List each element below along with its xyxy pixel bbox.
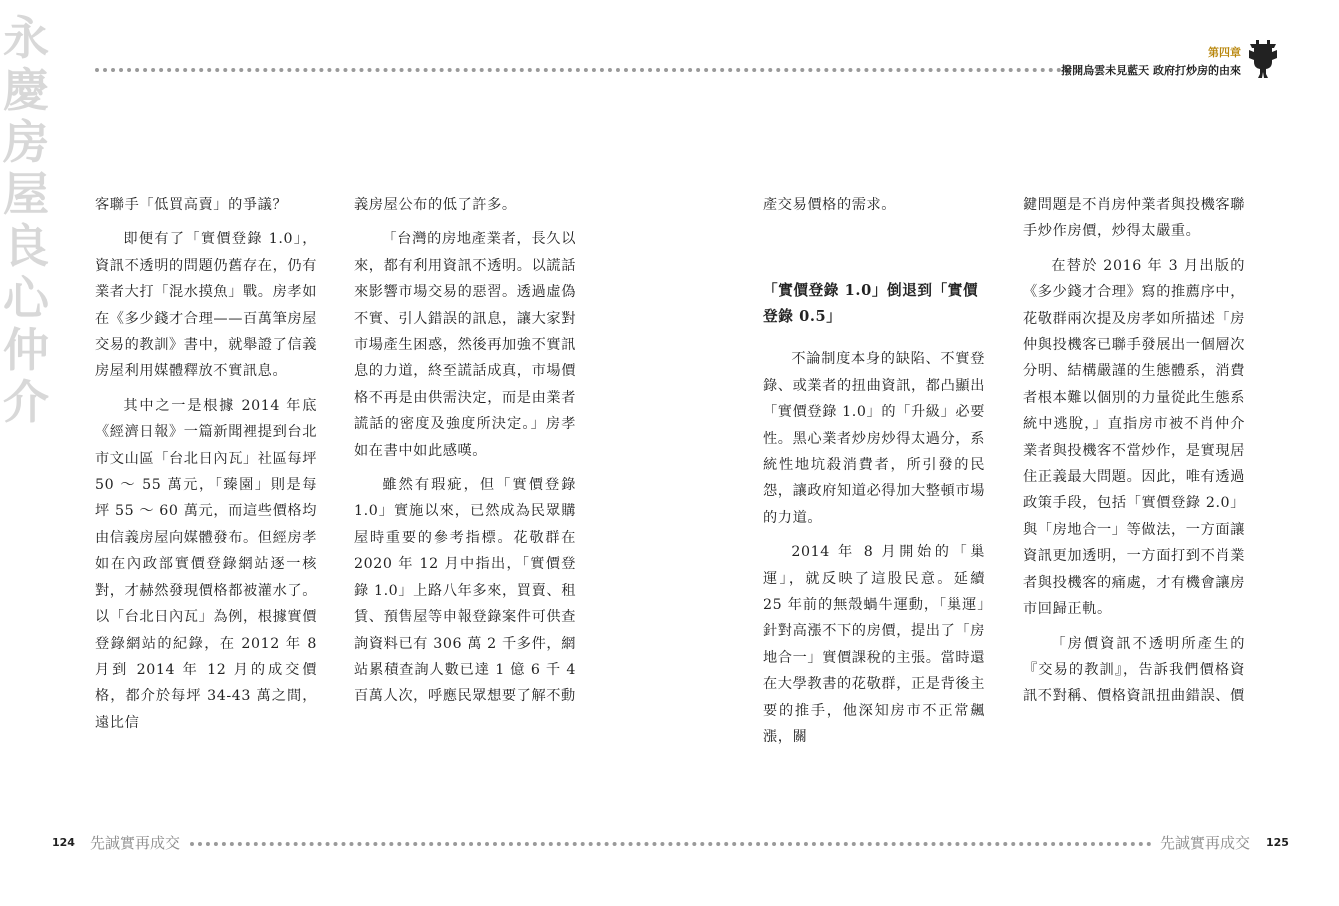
body-paragraph: 在替於 2016 年 3 月出版的《多少錢才合理》寫的推薦序中，花敬群兩次提及房孝如所描述「房仲與投機客已聯手發展出一個層次分明、結構嚴謹的生態體系，消費者根本難以個別的力量從此生態系統中逃脫，」直指房市被不肖仲介業者與投機客不當炒作，是實現居住正義最大問題。因此，唯有透過政策手段，包括「實價登錄 2.0」與「房地合一」等做法，一方面讓資訊更加透明，一方面打到不肖業者與投機客的痛處，才有機會讓房市回歸正軌。 bbox=[1023, 257, 1245, 618]
body-paragraph: 「台灣的房地產業者，長久以來，都有利用資訊不透明。以謊話來影響市場交易的惡習。透過虛偽不實、引人錯誤的訊息，讓大家對市場產生困惑，然後再加強不實訊息的力道，終至謊話成真，市場價格不再是由供需決定，而是由業者謊話的密度及強度所決定。」房孝如在書中如此感嘆。 bbox=[354, 231, 576, 459]
footer-title-right: 先誠實再成交 bbox=[1160, 834, 1251, 852]
header-rule bbox=[95, 68, 1070, 72]
text-column-3 bbox=[763, 192, 985, 751]
body-paragraph: 義房屋公布的低了許多。 bbox=[354, 197, 517, 213]
body-paragraph: 客聯手「低買高賣」的爭議？ bbox=[95, 197, 288, 213]
section-heading: 「實價登錄 1.0」倒退到「實價登錄 0.5」 bbox=[763, 282, 979, 326]
watermark-text: 永慶房屋 良心仲介 bbox=[3, 11, 49, 429]
body-paragraph: 2014 年 8 月開始的「巢運」，就反映了這股民意。延續 25 年前的無殼蝸牛運動，「巢運」針對高漲不下的房價，提出了「房地合一」實價課稅的主張。當時還在大學教書的花敬群，正是背後主要的推手，他深知房市不正常飆漲，關 bbox=[763, 544, 985, 746]
body-paragraph: 產交易價格的需求。 bbox=[763, 197, 897, 213]
footer-rule bbox=[190, 842, 1152, 846]
body-paragraph: 不論制度本身的缺陷、不實登錄、或業者的扭曲資訊，都凸顯出「實價登錄 1.0」的「升級」必要性。黑心業者炒房炒得太過分，系統性地坑殺消費者，所引發的民怨，讓政府知道必得加大整頓市場的力道。 bbox=[763, 351, 985, 526]
text-column-2 bbox=[354, 192, 576, 710]
body-paragraph: 「房價資訊不透明所產生的『交易的教訓』，告訴我們價格資訊不對稱、價格資訊扭曲錯誤、價 bbox=[1023, 635, 1245, 705]
page-number-left: 124 bbox=[52, 836, 75, 849]
bronze-vessel-icon bbox=[1248, 40, 1278, 80]
body-paragraph: 其中之一是根據 2014 年底《經濟日報》一篇新聞裡提到台北市文山區「台北日內瓦」社區每坪 50 ～ 55 萬元，「臻園」則是每坪 55 ～ 60 萬元，而這些價格均由信義房屋向媒體發布。但經房孝如在內政部實價登錄網站逐一核對，才赫然發現價格都被灌水了。以「台北日內瓦」為例，根據實價登錄網站的紀錄，在 2012 年 8 月到 2014 年 12 月的成交價格，都介於每坪 34-43 萬之間，遠比信 bbox=[95, 397, 317, 731]
body-paragraph: 鍵問題是不肖房仲業者與投機客聯手炒作房價，炒得太嚴重。 bbox=[1023, 197, 1245, 240]
body-paragraph: 雖然有瑕疵，但「實價登錄 1.0」實施以來，已然成為民眾購屋時重要的參考指標。花敬群在 2020 年 12 月中指出，「實價登錄 1.0」上路八年多來，買賣、租賃、預售屋等申報登錄案件可供查詢資料已有 306 萬 2 千多件，網站累積查詢人數已達 1 億 6 千 4 百萬人次，呼應民眾想要了解不動 bbox=[354, 477, 576, 705]
chapter-tag: 第四章 bbox=[1208, 46, 1241, 59]
page-number-right: 125 bbox=[1266, 836, 1289, 849]
body-paragraph: 即便有了「實價登錄 1.0」，資訊不透明的問題仍舊存在，仍有業者大打「混水摸魚」戰。房孝如在《多少錢才合理——百萬筆房屋交易的教訓》書中，就舉證了信義房屋利用媒體釋放不實訊息。 bbox=[95, 231, 317, 380]
chapter-title: 撥開烏雲未見藍天 政府打炒房的由來 bbox=[1061, 64, 1241, 77]
footer-title-left: 先誠實再成交 bbox=[90, 834, 181, 852]
text-column-4 bbox=[1023, 192, 1245, 710]
text-column-1 bbox=[95, 192, 317, 736]
